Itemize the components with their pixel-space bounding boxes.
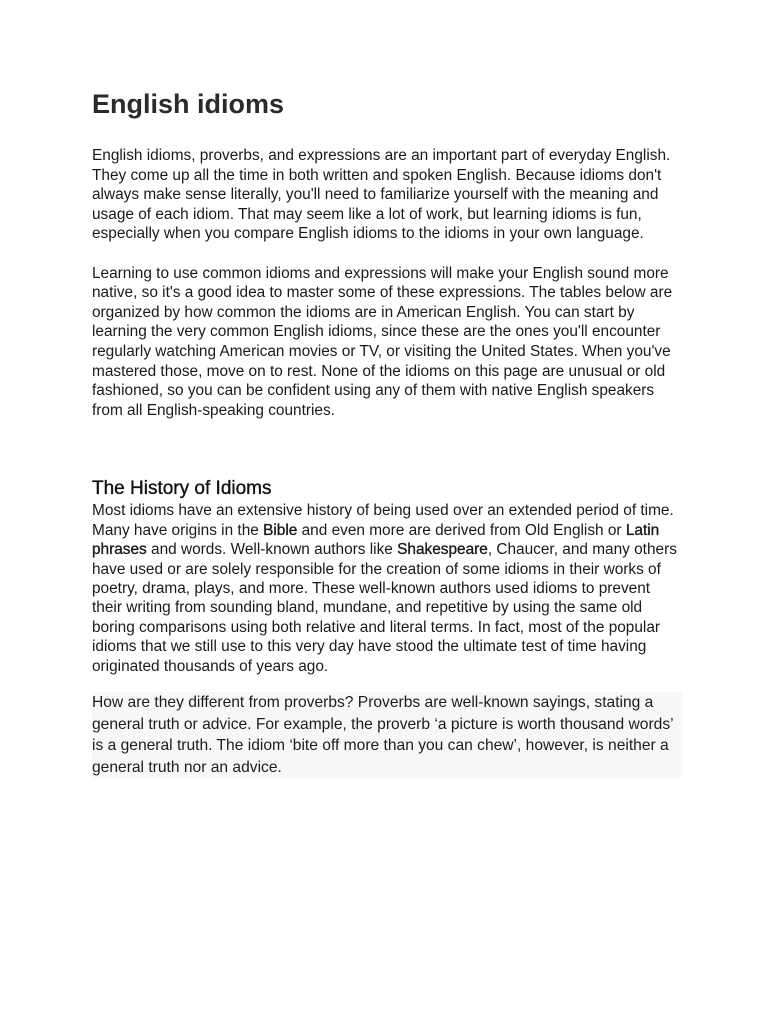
proverbs-paragraph: How are they different from proverbs? Proverbs are well-known sayings, stating a general truth or advice. For example, the proverb ‘a picture is worth thousand words’ is a general truth. The idiom ‘bite off more than you can chew’, however, is neither a general truth nor an advice. bbox=[92, 692, 682, 778]
page-title: English idioms bbox=[92, 89, 285, 119]
history-text-2: and even more are derived from Old English or bbox=[297, 521, 626, 539]
intro-section bbox=[92, 146, 682, 420]
intro-paragraph-2: Learning to use common idioms and expressions will make your English sound more native, so it's a good idea to master some of these expressions. The tables below are organized by how common the idioms are in American English. You can start by learning the very common English idioms, since these are the ones you'll encounter regularly watching American movies or TV, or visiting the United States. When you've mastered those, move on to rest. None of the idioms on this page are unusual or old fashioned, so you can be confident using any of them with native English speakers from all English-speaking countries. bbox=[92, 264, 673, 419]
document-page bbox=[92, 84, 682, 794]
bible-link[interactable]: Bible bbox=[263, 521, 298, 539]
history-text-4: , Chaucer, and many others have used or are solely responsible for the creation of some idioms in their works of poetry, drama, plays, and more. These well-known authors used idioms to prevent their writing from sounding bland, mundane, and repetitive by using the same old boring comparisons using both relative and literal terms. In fact, most of the popular idioms that we still use to this very day have stood the ultimate test of time having originated thousands of years ago. bbox=[92, 541, 677, 675]
latin-phrases-link[interactable]: Latin phrases bbox=[92, 521, 660, 559]
history-text-3: and words. Well-known authors like bbox=[146, 541, 398, 559]
history-text-1: Most idioms have an extensive history of being used over an extended period of time. Many have origins in the bbox=[92, 502, 674, 539]
intro-paragraph-1: English idioms, proverbs, and expressions are an important part of everyday English. They come up all the time in both written and spoken English. Because idioms don't always make sense literally, you'll need to familiarize yourself with the meaning and usage of each idiom. That may seem like a lot of work, but learning idioms is fun, especially when you compare English idioms to the idioms in your own language. bbox=[92, 147, 671, 243]
shakespeare-link[interactable]: Shakespeare bbox=[397, 541, 488, 559]
history-paragraph bbox=[92, 501, 682, 676]
history-heading: The History of Idioms bbox=[92, 478, 272, 500]
